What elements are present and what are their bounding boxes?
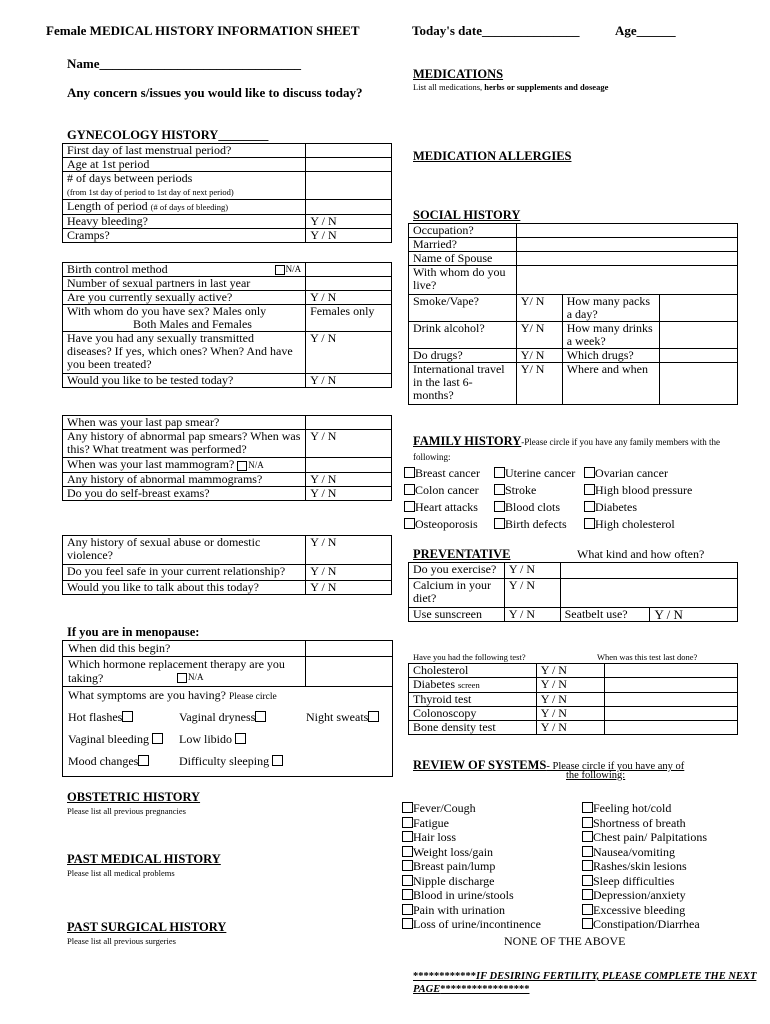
ros-item[interactable] — [582, 917, 707, 932]
gyn-table-4 — [62, 535, 392, 595]
condition-label: Breast cancer — [415, 466, 480, 480]
answer-cell[interactable] — [306, 263, 392, 277]
na-label: N/A — [248, 460, 264, 470]
table-row — [409, 349, 738, 363]
table-row — [63, 215, 392, 229]
answer-cell[interactable] — [660, 295, 738, 322]
medications-note-text: List all medications, — [413, 82, 483, 92]
question-text: Birth control method — [67, 262, 168, 276]
checkbox[interactable] — [404, 467, 415, 478]
obstetric-note: Please list all previous pregnancies — [67, 806, 186, 816]
condition-label: High cholesterol — [595, 517, 675, 531]
ros-label: Depression/anxiety — [593, 888, 686, 902]
checkbox[interactable] — [404, 501, 415, 512]
checkbox[interactable] — [404, 484, 415, 495]
test-name-cell: Cholesterol — [409, 664, 537, 678]
answer-cell[interactable]: Females only — [306, 305, 392, 332]
question-cell: With whom do you live? — [409, 266, 517, 295]
ros-item[interactable] — [582, 845, 707, 860]
na-checkbox[interactable] — [177, 673, 187, 683]
table-row — [63, 277, 392, 291]
fertility-text: IF DESIRING FERTILITY, PLEASE COMPLETE THE NEXT PAGE — [413, 971, 757, 995]
checkbox[interactable] — [152, 733, 163, 744]
checkbox[interactable] — [255, 711, 266, 722]
table-row — [409, 563, 738, 579]
symptom-item[interactable] — [68, 754, 149, 768]
yes-no-cell[interactable]: Y / N — [536, 693, 604, 707]
medication-allergies-heading: MEDICATION ALLERGIES — [413, 149, 572, 163]
question-cell: Name of Spouse — [409, 252, 517, 266]
question-cell — [63, 263, 306, 277]
ros-item[interactable] — [402, 801, 541, 816]
family-history-header — [413, 434, 743, 464]
preventative-question: What kind and how often? — [577, 547, 705, 561]
checkbox[interactable] — [494, 467, 505, 478]
question-text-2: Both Males and Females — [133, 317, 252, 331]
table-row — [63, 565, 392, 581]
followup-cell: How many packs a day? — [562, 295, 660, 322]
answer-cell[interactable] — [306, 458, 392, 473]
question-cell: International travel in the last 6-months? — [409, 363, 517, 405]
condition-label: Heart attacks — [415, 500, 478, 514]
yes-no-cell[interactable]: Y/ N — [516, 349, 562, 363]
checkbox[interactable] — [402, 846, 413, 857]
symptom-label: Mood changes — [68, 754, 139, 768]
table-row — [63, 332, 392, 374]
condition-label: Colon cancer — [415, 483, 479, 497]
family-row — [404, 465, 692, 482]
condition-label: Stroke — [505, 483, 537, 497]
menopause-heading: If you are in menopause: — [67, 625, 200, 639]
followup-cell: Which drugs? — [562, 349, 660, 363]
family-history-list — [404, 465, 692, 533]
ros-label: Blood in urine/stools — [413, 888, 514, 902]
ros-note-2: the following: — [566, 770, 626, 781]
table-row — [63, 458, 392, 473]
checkbox[interactable] — [582, 831, 593, 842]
ros-label: Breast pain/lump — [413, 859, 496, 873]
table-row — [63, 144, 392, 158]
answer-cell[interactable] — [516, 252, 737, 266]
question-cell: Seatbelt use? — [560, 608, 650, 622]
preventative-heading: PREVENTATIVE — [413, 547, 511, 561]
answer-cell[interactable] — [560, 579, 737, 608]
ros-column-1 — [402, 801, 541, 932]
question-cell: Drink alcohol? — [409, 322, 517, 349]
question-cell: Do you do self-breast exams? — [63, 487, 306, 501]
test-name-cell — [409, 678, 537, 693]
table-row — [409, 579, 738, 608]
symptom-item[interactable] — [179, 710, 266, 724]
ros-item[interactable] — [582, 859, 707, 874]
checkbox[interactable] — [494, 484, 505, 495]
past-medical-heading: PAST MEDICAL HISTORY — [67, 852, 221, 866]
ros-label: Weight loss/gain — [413, 844, 494, 859]
question-note: (from 1st day of period to 1st day of next period) — [67, 187, 234, 197]
question-cell: Smoke/Vape? — [409, 295, 517, 322]
table-row — [63, 172, 392, 200]
test-name-cell: Bone density test — [409, 721, 537, 735]
checkbox[interactable] — [368, 711, 379, 722]
table-row — [409, 252, 738, 266]
test-name: Diabetes — [413, 677, 455, 691]
checkbox[interactable] — [584, 518, 595, 529]
answer-cell[interactable] — [604, 693, 737, 707]
question-cell: Heavy bleeding? — [63, 215, 306, 229]
table-row — [63, 158, 392, 172]
age-field[interactable]: Age______ — [615, 23, 676, 38]
past-surgical-note: Please list all previous surgeries — [67, 936, 176, 946]
checkbox[interactable] — [402, 802, 413, 813]
checkbox[interactable] — [584, 484, 595, 495]
question-cell: When was your last pap smear? — [63, 416, 306, 430]
table-row — [409, 363, 738, 405]
checkbox[interactable] — [402, 889, 413, 900]
yes-no-cell[interactable]: Y / N — [306, 229, 392, 243]
symptom-item[interactable] — [179, 732, 246, 746]
gyn-table-3 — [62, 415, 392, 501]
yes-no-cell[interactable]: Y / N — [536, 721, 604, 735]
question-cell: Married? — [409, 238, 517, 252]
yes-no-cell[interactable]: Y / N — [504, 608, 560, 622]
question-cell: Age at 1st period — [63, 158, 306, 172]
yes-no-cell[interactable]: Y / N — [504, 563, 560, 579]
ros-item[interactable] — [402, 874, 541, 889]
answer-cell[interactable] — [560, 563, 737, 579]
ros-item[interactable] — [582, 888, 707, 903]
answer-cell[interactable] — [306, 416, 392, 430]
social-table — [408, 223, 738, 405]
tests-when-question: When was this test last done? — [597, 652, 698, 662]
yes-no-cell[interactable]: Y / N — [650, 608, 738, 622]
question-text: Length of period — [67, 199, 148, 213]
hrt-question: Which hormone replacement therapy are you taking? — [68, 657, 285, 685]
ros-item[interactable] — [582, 874, 707, 889]
symptoms-question — [68, 688, 277, 704]
symptom-label: Night sweats — [306, 710, 369, 724]
checkbox[interactable] — [404, 518, 415, 529]
ros-label: Rashes/skin lesions — [593, 859, 687, 873]
checkbox[interactable] — [272, 755, 283, 766]
answer-cell[interactable] — [516, 224, 737, 238]
table-row — [409, 721, 738, 735]
yes-no-cell[interactable]: Y / N — [306, 430, 392, 458]
divider — [62, 686, 392, 687]
answer-cell[interactable] — [660, 322, 738, 349]
medications-note — [413, 82, 608, 92]
yes-no-cell[interactable]: Y / N — [504, 579, 560, 608]
past-surgical-heading: PAST SURGICAL HISTORY — [67, 920, 227, 934]
answer-cell[interactable] — [306, 172, 392, 200]
checkbox[interactable] — [582, 904, 593, 915]
table-row — [63, 581, 392, 595]
table-row — [63, 263, 392, 277]
table-row — [63, 473, 392, 487]
question-cell — [63, 200, 306, 215]
ros-label: Nausea/vomiting — [593, 844, 675, 859]
fertility-stars: ***************** — [440, 984, 530, 995]
form-title: Female MEDICAL HISTORY INFORMATION SHEET — [46, 23, 360, 38]
question-text: # of days between periods — [67, 171, 193, 185]
yes-no-cell[interactable]: Y / N — [306, 473, 392, 487]
ros-label: Loss of urine/incontinence — [413, 917, 541, 931]
yes-no-cell[interactable]: Y / N — [306, 487, 392, 501]
condition-label: Blood clots — [505, 500, 561, 514]
gyn-table-2 — [62, 262, 392, 388]
na-checkbox[interactable] — [237, 461, 247, 471]
todays-date-field[interactable]: Today's date_______________ — [412, 23, 580, 38]
concerns-prompt: Any concern s/issues you would like to discuss today? — [67, 85, 363, 100]
table-row — [409, 224, 738, 238]
question-cell: Do you exercise? — [409, 563, 505, 579]
yes-no-cell[interactable]: Y / N — [306, 565, 392, 581]
question-cell: Do drugs? — [409, 349, 517, 363]
obstetric-heading: OBSTETRIC HISTORY — [67, 790, 201, 804]
checkbox[interactable] — [582, 918, 593, 929]
question-text: When was your last mammogram? — [67, 457, 235, 471]
test-name-cell: Colonoscopy — [409, 707, 537, 721]
na-checkbox[interactable] — [275, 265, 285, 275]
na-label: N/A — [285, 264, 302, 274]
question-cell: Would you like to talk about this today? — [63, 581, 306, 595]
table-row — [409, 608, 738, 622]
ros-label: Fatigue — [413, 815, 449, 830]
hrt-na — [177, 672, 204, 683]
question-cell: Do you feel safe in your current relationship? — [63, 565, 306, 581]
checkbox[interactable] — [584, 467, 595, 478]
test-name-note: screen — [457, 680, 480, 690]
ros-label: Hair loss — [413, 830, 456, 844]
answer-cell[interactable] — [306, 158, 392, 172]
question-cell: Calcium in your diet? — [409, 579, 505, 608]
condition-label: Ovarian cancer — [595, 466, 668, 480]
table-row — [63, 229, 392, 243]
ros-heading: REVIEW OF SYSTEMS — [413, 758, 547, 772]
followup-cell: Where and when — [562, 363, 660, 405]
question-cell: Cramps? — [63, 229, 306, 243]
ros-label: Excessive bleeding — [593, 902, 686, 917]
table-row — [63, 416, 392, 430]
table-row — [63, 487, 392, 501]
answer-cell[interactable] — [604, 664, 737, 678]
ros-label: Sleep difficulties — [593, 873, 675, 888]
symptom-label: Vaginal dryness — [179, 710, 256, 724]
yes-no-cell[interactable]: Y / N — [536, 707, 604, 721]
condition-label: Osteoporosis — [415, 517, 478, 531]
preventative-table — [408, 562, 738, 622]
symptom-label: Low libido — [179, 732, 232, 746]
answer-cell[interactable] — [306, 277, 392, 291]
ros-item[interactable] — [402, 845, 541, 860]
answer-cell[interactable] — [660, 349, 738, 363]
question-text: With whom do you have sex? Males only — [67, 304, 267, 318]
family-history-note: -Please circle if you have any family members with the following: — [413, 437, 720, 462]
question-cell: Any history of abnormal pap smears? When was this? What treatment was performed? — [63, 430, 306, 458]
question-cell: Have you had any sexually transmitted diseases? If yes, which ones? When? And have you been treated? — [63, 332, 306, 374]
answer-cell[interactable] — [516, 266, 737, 295]
question-note: (# of days of bleeding) — [150, 202, 229, 212]
social-history-heading: SOCIAL HISTORY — [413, 208, 521, 222]
checkbox[interactable] — [582, 889, 593, 900]
yes-no-cell[interactable]: Y/ N — [516, 322, 562, 349]
checkbox[interactable] — [138, 755, 149, 766]
checkbox[interactable] — [582, 846, 593, 857]
table-row — [63, 291, 392, 305]
checkbox[interactable] — [402, 860, 413, 871]
yes-no-cell[interactable]: Y / N — [306, 581, 392, 595]
ros-item[interactable] — [402, 888, 541, 903]
medications-heading: MEDICATIONS — [413, 67, 504, 81]
symptom-item[interactable] — [179, 754, 283, 768]
table-row — [63, 200, 392, 215]
divider — [305, 640, 306, 686]
table-row — [409, 266, 738, 295]
table-row — [63, 305, 392, 332]
yes-no-cell[interactable]: Y / N — [306, 291, 392, 305]
ros-label: Nipple discharge — [413, 873, 495, 888]
ros-item[interactable] — [402, 903, 541, 918]
checkbox[interactable] — [235, 733, 246, 744]
answer-cell[interactable] — [516, 238, 737, 252]
ros-note: - Please circle if you have any of — [546, 761, 685, 772]
table-row — [63, 374, 392, 388]
condition-label: Uterine cancer — [505, 466, 576, 480]
ros-label: Shortness of breath — [593, 815, 686, 830]
family-row — [404, 499, 692, 516]
fertility-stars: ************ — [413, 971, 476, 982]
symptom-label: Difficulty sleeping — [179, 754, 270, 768]
ros-item[interactable] — [582, 830, 707, 845]
gyn-table-1 — [62, 143, 392, 243]
question-cell — [63, 458, 306, 473]
family-row — [404, 516, 692, 533]
ros-label: Constipation/Diarrhea — [593, 917, 700, 931]
table-row — [409, 707, 738, 721]
ros-label: Feeling hot/cold — [593, 801, 672, 815]
ros-item[interactable] — [582, 801, 707, 816]
yes-no-cell[interactable]: Y / N — [306, 332, 392, 374]
symptom-label: Vaginal bleeding — [68, 732, 149, 746]
ros-item[interactable] — [402, 917, 541, 932]
symptom-item[interactable] — [68, 710, 133, 724]
symptom-item[interactable] — [306, 710, 379, 724]
answer-cell[interactable] — [306, 144, 392, 158]
question-cell: Occupation? — [409, 224, 517, 238]
question-cell: Any history of abnormal mammograms? — [63, 473, 306, 487]
question-cell — [63, 305, 306, 332]
checkbox[interactable] — [582, 860, 593, 871]
checkbox[interactable] — [494, 518, 505, 529]
ros-header — [413, 756, 684, 774]
checkbox[interactable] — [402, 817, 413, 828]
condition-label: High blood pressure — [595, 483, 693, 497]
table-row — [409, 238, 738, 252]
table-row — [63, 430, 392, 458]
checkbox[interactable] — [402, 831, 413, 842]
question-cell: Use sunscreen — [409, 608, 505, 622]
ros-label: Chest pain/ Palpitations — [593, 830, 707, 844]
checkbox[interactable] — [584, 501, 595, 512]
checkbox[interactable] — [122, 711, 133, 722]
table-row — [409, 664, 738, 678]
medications-note-bold: herbs or supplements and doseage — [484, 82, 609, 92]
symptom-item[interactable] — [68, 732, 163, 746]
tests-question: Have you had the following test? — [413, 652, 526, 662]
symptoms-note: Please circle — [228, 692, 277, 702]
gynecology-heading: GYNECOLOGY HISTORY________ — [67, 128, 269, 142]
checkbox[interactable] — [402, 918, 413, 929]
answer-cell[interactable] — [660, 363, 738, 405]
past-medical-note: Please list all medical problems — [67, 868, 175, 878]
yes-no-cell[interactable]: Y / N — [536, 664, 604, 678]
table-row — [409, 678, 738, 693]
yes-no-cell[interactable]: Y / N — [306, 536, 392, 565]
question-cell: Any history of sexual abuse or domestic violence? — [63, 536, 306, 565]
ros-column-2 — [582, 801, 707, 932]
yes-no-cell[interactable]: Y / N — [536, 678, 604, 693]
ros-label: Fever/Cough — [413, 801, 476, 815]
answer-cell[interactable] — [306, 200, 392, 215]
condition-label: Birth defects — [505, 517, 567, 531]
family-history-heading: FAMILY HISTORY — [413, 434, 522, 448]
na-label: N/A — [188, 672, 204, 682]
question-cell: Would you like to be tested today? — [63, 374, 306, 388]
fertility-note — [413, 970, 758, 996]
condition-label: Diabetes — [595, 500, 637, 514]
answer-cell[interactable] — [604, 721, 737, 735]
checkbox[interactable] — [582, 875, 593, 886]
ros-item[interactable] — [582, 903, 707, 918]
ros-label: Pain with urination — [413, 902, 505, 917]
name-field[interactable]: Name_______________________________ — [67, 56, 301, 71]
table-row — [409, 322, 738, 349]
family-row — [404, 482, 692, 499]
checkbox[interactable] — [494, 501, 505, 512]
tests-table — [408, 663, 738, 735]
yes-no-cell[interactable]: Y / N — [306, 215, 392, 229]
table-row — [409, 693, 738, 707]
answer-cell[interactable] — [604, 707, 737, 721]
checkbox[interactable] — [582, 802, 593, 813]
table-row — [409, 295, 738, 322]
checkbox[interactable] — [402, 875, 413, 886]
symptom-label: Hot flashes — [68, 710, 123, 724]
ros-item[interactable] — [402, 816, 541, 831]
none-of-the-above[interactable]: NONE OF THE ABOVE — [504, 934, 626, 948]
yes-no-cell[interactable]: Y/ N — [516, 363, 562, 405]
test-name-cell: Thyroid test — [409, 693, 537, 707]
menopause-begin-question: When did this begin? — [68, 641, 171, 655]
checkbox[interactable] — [582, 817, 593, 828]
question-cell: Number of sexual partners in last year — [63, 277, 306, 291]
question-cell: Are you currently sexually active? — [63, 291, 306, 305]
ros-item[interactable] — [402, 859, 541, 874]
symptoms-label: What symptoms are you having? — [68, 688, 226, 702]
yes-no-cell[interactable]: Y / N — [306, 374, 392, 388]
table-row — [63, 536, 392, 565]
ros-item[interactable] — [582, 816, 707, 831]
question-cell — [63, 172, 306, 200]
question-cell: First day of last menstrual period? — [63, 144, 306, 158]
ros-item[interactable] — [402, 830, 541, 845]
yes-no-cell[interactable]: Y/ N — [516, 295, 562, 322]
checkbox[interactable] — [402, 904, 413, 915]
answer-cell[interactable] — [604, 678, 737, 693]
followup-cell: How many drinks a week? — [562, 322, 660, 349]
